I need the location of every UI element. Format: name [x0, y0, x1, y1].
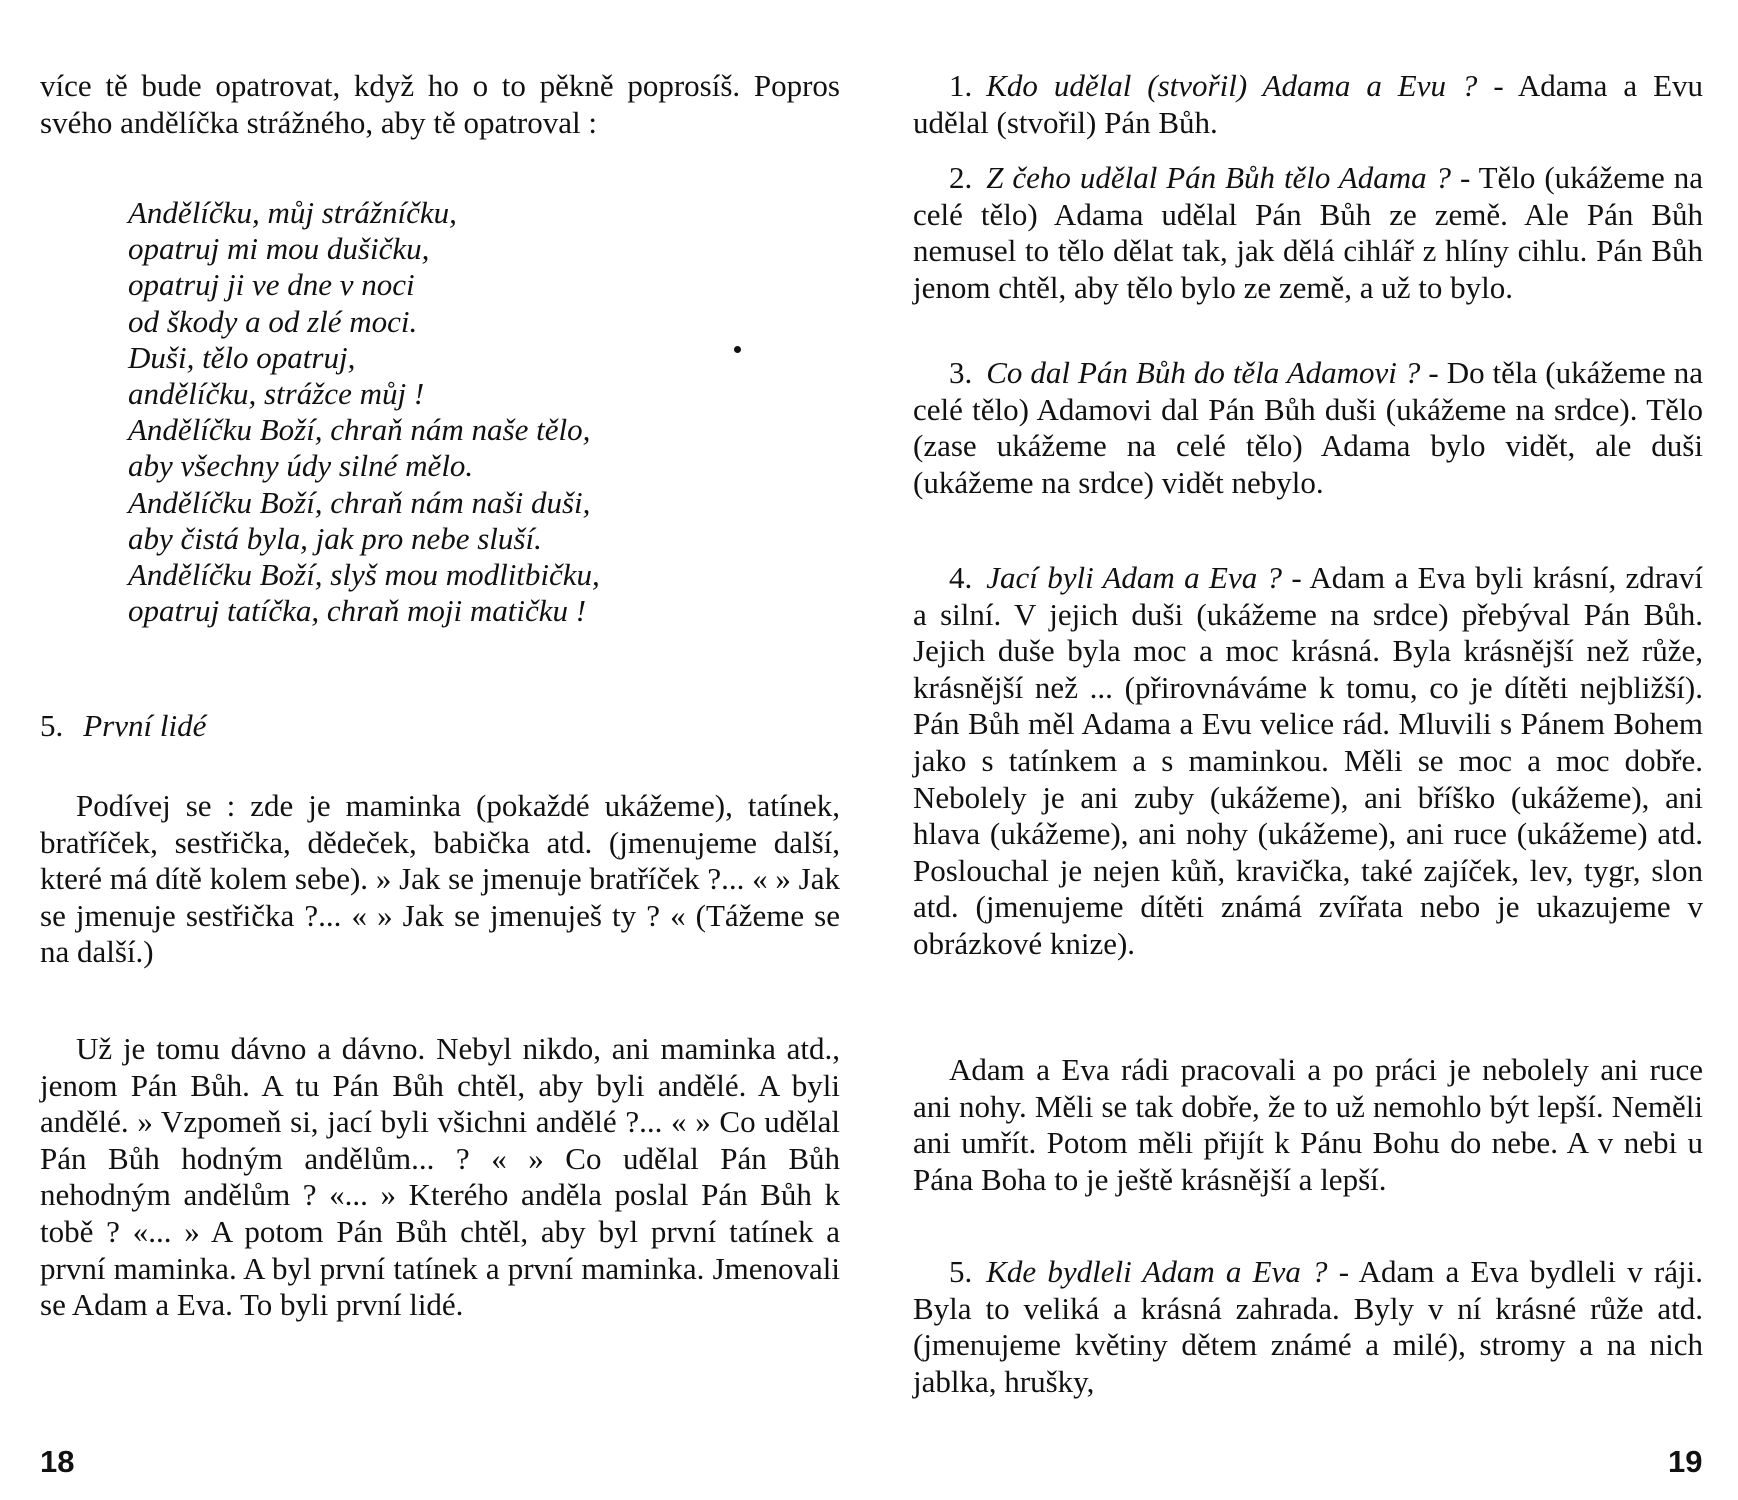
qa-number: 1.: [949, 68, 973, 103]
qa-item-1: [913, 68, 1703, 141]
qa-answer: - Adam a Eva bydleli v ráji. Byla to veliká a krásná zahrada. Byly v ní krásné růže atd. (jmenujeme květiny dětem známé a milé), stromy a na nich jablka, hrušky,: [913, 1254, 1703, 1399]
qa-question: Co dal Pán Bůh do těla Adamovi ?: [986, 355, 1421, 390]
qa-answer: - Tělo (ukážeme na celé tělo) Adama udělal Pán Bůh ze země. Ale Pán Bůh nemusel to tělo dělat tak, jak dělá cihlář z hlíny cihlu. Pán Bůh jenom chtěl, aby tělo bylo ze země, a už to bylo.: [913, 160, 1703, 305]
prayer-line: Andělíčku, můj strážníčku,: [128, 195, 457, 230]
qa-number: 5.: [949, 1254, 973, 1289]
prayer-line: Andělíčku Boží, chraň nám naše tělo,: [128, 412, 591, 448]
qa-number: 3.: [949, 355, 973, 390]
qa-question: Kde bydleli Adam a Eva ?: [986, 1254, 1328, 1289]
qa-item-4: [913, 560, 1703, 963]
paragraph-first-people: Už je tomu dávno a dávno. Nebyl nikdo, ani maminka atd., jenom Pán Bůh. A tu Pán Bůh chtěl, aby byli andělé. A byli andělé. » Vzpomeň si, jací byli všichni andělé ?... « » Co udělal Pán Bůh hodným andělům... ? « » Co udělal Pán Bůh nehodným andělům ? «... » Kterého anděla poslal Pán Bůh k tobě ? «... » A potom Pán Bůh chtěl, aby byl první tatínek a první maminka. A byl první tatínek a první maminka. Jmenovali se Adam a Eva. To byli první lidé.: [40, 1031, 840, 1323]
prayer-line: Andělíčku Boží, slyš mou modlitbičku,: [128, 557, 600, 593]
paragraph-family: Podívej se : zde je maminka (pokaždé ukážeme), tatínek, bratříček, sestřička, dědeček, babička atd. (jmenujeme další, které má dítě kolem sebe). » Jak se jmenuje bratříček ?... « » Jak se jmenuje sestřička ?... « » Jak se jmenuješ ty ? « (Tážeme se na další.): [40, 788, 840, 970]
qa-question: Kdo udělal (stvořil) Adama a Evu ?: [986, 68, 1478, 103]
qa-answer: - Adam a Eva byli krásní, zdraví a silní. V jejich duši (ukážeme na srdce) přebýval Pán Bůh. Jejich duše byla moc a moc krásná. Byla krásnější než růže, krásnější než ... (přirovnáváme k tomu, co je dítěti nejbližší). Pán Bůh měl Adama a Evu velice rád. Mluvili s Pánem Bohem jako s tatínkem a s maminkou. Měli se moc a moc dobře. Nebolely je ani zuby (ukážeme), ani bříško (ukážeme), ani hlava (ukážeme), ani nohy (ukážeme), ani ruce (ukážeme) atd. Poslouchal je nejen kůň, kravička, také zajíček, lev, tygr, slon atd. (jmenujeme dítěti známá zvířata nebo je ukazujeme v obrázkové knize).: [913, 560, 1703, 961]
qa-answer: - Adama a Evu udělal (stvořil) Pán Bůh.: [913, 68, 1704, 140]
prayer-line: od škody a od zlé moci.: [128, 303, 418, 339]
prayer-line: aby čistá byla, jak pro nebe sluší.: [128, 520, 542, 556]
intro-paragraph: více tě bude opatrovat, když ho o to pěkně poprosíš. Popros svého andělíčka strážného, aby tě opatroval :: [40, 68, 840, 140]
qa-item-2: [913, 160, 1703, 306]
prayer-line: opatruj tatíčka, chraň moji matičku !: [128, 593, 587, 629]
prayer-line: opatruj mi mou dušičku,: [128, 231, 430, 267]
qa-question: Jací byli Adam a Eva ?: [986, 560, 1283, 595]
page-number-right: 19: [1668, 1444, 1703, 1479]
qa-question: Z čeho udělal Pán Bůh tělo Adama ?: [986, 160, 1452, 195]
qa-number: 4.: [949, 560, 973, 595]
prayer-line: andělíčku, strážce můj !: [128, 376, 425, 412]
page-number-left: 18: [40, 1444, 75, 1479]
qa-item-5: [913, 1254, 1703, 1400]
prayer-line: Andělíčku Boží, chraň nám naši duši,: [128, 484, 591, 520]
qa-answer: - Do těla (ukážeme na celé tělo) Adamovi dal Pán Bůh duši (ukážeme na srdce). Tělo (zase ukážeme na celé tělo) Adama bylo vidět, ale duši (ukážeme na srdce) vidět nebylo.: [913, 355, 1703, 500]
prayer-line: opatruj ji ve dne v noci: [128, 267, 415, 303]
prayer-line: aby všechny údy silné mělo.: [128, 448, 474, 484]
qa-number: 2.: [949, 160, 973, 195]
prayer-line: Duši, tělo opatruj,: [128, 339, 356, 375]
paragraph-paradise-life: Adam a Eva rádi pracovali a po práci je nebolely ani ruce ani nohy. Měli se tak dobře, že to už nemohlo být lepší. Neměli ani umřít. Potom měli přijít k Pánu Bohu do nebe. A v nebi u Pána Boha to je ještě krásnější a lepší.: [913, 1052, 1703, 1197]
section-number: 5.: [40, 708, 64, 743]
section-title: První lidé: [83, 708, 207, 743]
qa-item-3: [913, 355, 1703, 501]
